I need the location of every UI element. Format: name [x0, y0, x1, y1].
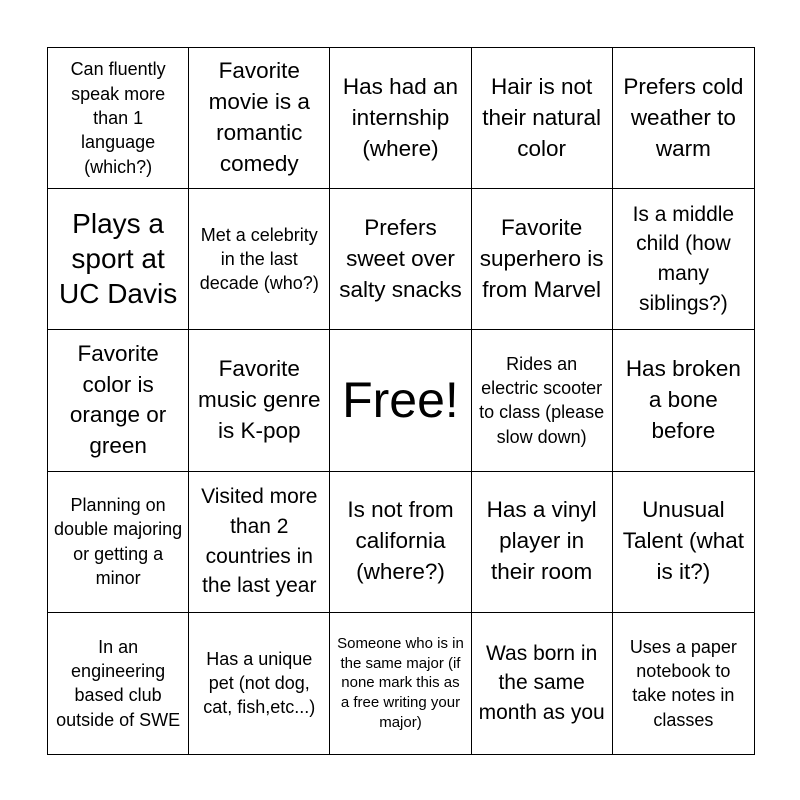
bingo-cell-text: Favorite music genre is K-pop [198, 356, 321, 443]
bingo-cell-text: Rides an electric scooter to class (please slow down) [479, 353, 605, 447]
bingo-cell-text: Has had an internship (where) [342, 73, 459, 161]
bingo-cell[interactable] [48, 48, 189, 189]
bingo-cell-text: Favorite movie is a romantic comedy [208, 58, 310, 176]
bingo-cell[interactable] [48, 472, 189, 613]
bingo-cell-text: Uses a paper notebook to take notes in classes [629, 636, 737, 730]
bingo-cell-text: Is not from california (where?) [347, 497, 454, 585]
bingo-cell[interactable] [330, 472, 471, 613]
bingo-cell[interactable] [189, 613, 330, 754]
bingo-cell-text: Visited more than 2 countries in the last year [201, 485, 318, 598]
bingo-cell-text: Has a unique pet (not dog, cat, fish,etc...) [203, 648, 316, 718]
bingo-cell[interactable] [330, 189, 471, 330]
bingo-cell[interactable] [472, 48, 613, 189]
bingo-cell[interactable] [189, 189, 330, 330]
bingo-cell[interactable] [330, 613, 471, 754]
bingo-cell-text: In an engineering based club outside of SWE [56, 636, 181, 730]
bingo-cell[interactable] [613, 330, 754, 471]
free-space-text: Free! [342, 371, 459, 428]
bingo-cell[interactable] [48, 189, 189, 330]
free-space-cell[interactable] [330, 330, 471, 471]
bingo-cell[interactable] [189, 330, 330, 471]
bingo-cell[interactable] [613, 189, 754, 330]
bingo-cell[interactable] [48, 613, 189, 754]
bingo-cell-text: Plays a sport at UC Davis [58, 208, 178, 309]
bingo-cell-text: Planning on double majoring or getting a minor [54, 495, 183, 588]
bingo-cell[interactable] [330, 48, 471, 189]
bingo-cell[interactable] [189, 48, 330, 189]
bingo-cell[interactable] [472, 613, 613, 754]
bingo-cell[interactable] [189, 472, 330, 613]
bingo-cell-text: Prefers sweet over salty snacks [339, 215, 462, 302]
bingo-cell-text: Is a middle child (how many siblings?) [632, 202, 735, 316]
bingo-cell-text: Favorite color is orange or green [69, 340, 167, 459]
bingo-board [47, 47, 755, 755]
bingo-cell-text: Has broken a bone before [625, 356, 741, 443]
bingo-cell-text: Was born in the same month as you [478, 641, 605, 725]
bingo-cell-text: Prefers cold weather to warm [623, 73, 744, 161]
bingo-cell-text: Has a vinyl player in their room [486, 497, 597, 585]
bingo-cell-text: Favorite superhero is from Marvel [479, 215, 604, 302]
bingo-cell[interactable] [613, 613, 754, 754]
bingo-cell-text: Met a celebrity in the last decade (who?) [199, 224, 319, 294]
bingo-cell-text: Hair is not their natural color [482, 73, 602, 161]
bingo-cell[interactable] [472, 330, 613, 471]
bingo-cell[interactable] [613, 48, 754, 189]
bingo-cell-text: Someone who is in the same major (if none mark this as a free writing your major) [337, 634, 464, 732]
bingo-cell[interactable] [613, 472, 754, 613]
bingo-cell[interactable] [472, 472, 613, 613]
bingo-cell[interactable] [472, 189, 613, 330]
bingo-cell-text: Unusual Talent (what is it?) [622, 497, 744, 585]
bingo-cell-text: Can fluently speak more than 1 language (which?) [70, 59, 166, 177]
bingo-cell[interactable] [48, 330, 189, 471]
